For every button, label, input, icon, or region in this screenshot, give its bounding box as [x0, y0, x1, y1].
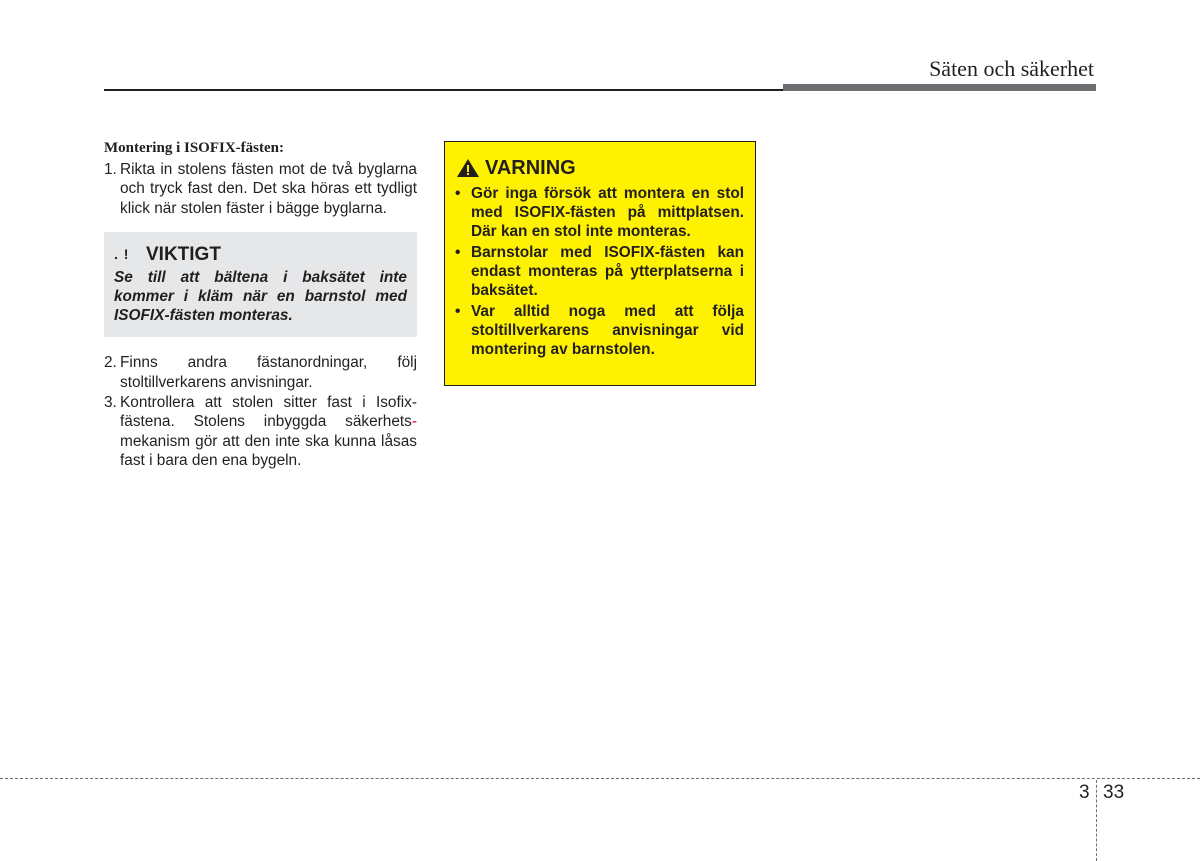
warning-item	[455, 184, 744, 241]
warning-item-text: Gör inga försök att montera en stol med ISOFIX-fästen på mittplatsen. Där kan en stol inte monteras.	[471, 185, 744, 240]
bullet: •	[455, 185, 461, 202]
step-text: Finns andra fästanordningar, följ stoltillverkarens anvisningar.	[120, 354, 417, 391]
important-text: Se till att bältena i baksätet inte kommer i kläm när en barnstol med ISOFIX-fästen monteras.	[114, 269, 407, 325]
step-text-part: mekanism gör att den inte ska kunna låsas fast i bara den ena bygeln.	[120, 432, 417, 470]
page-number: 33	[1103, 782, 1125, 803]
hyphenation-mark: -	[411, 413, 417, 431]
step-number: 3.	[104, 393, 117, 411]
warning-list	[455, 184, 744, 359]
step-3	[104, 393, 417, 471]
warning-item	[455, 243, 744, 300]
left-column	[104, 139, 417, 471]
warning-item-text: Var alltid noga med att följa stoltillverkarens anvisningar vid montering av barnstolen.	[471, 303, 744, 358]
step-text-part: Kontrollera att stolen sitter fast i Isofix-fästena. Stolens inbyggda säkerhets	[120, 393, 417, 431]
footer-page-divider	[1096, 780, 1097, 861]
step-1	[104, 160, 417, 219]
warning-item	[455, 302, 744, 359]
chapter-number: 3	[1079, 782, 1090, 803]
footer-divider	[0, 778, 1200, 779]
header-rule-accent	[783, 84, 1096, 91]
warning-box	[444, 141, 756, 386]
warning-triangle-icon	[455, 157, 485, 179]
important-notice	[104, 232, 417, 337]
important-header	[114, 240, 407, 268]
warning-item-text: Barnstolar med ISOFIX-fästen kan endast monteras på ytterplatserna i baksätet.	[471, 244, 744, 299]
bullet: •	[455, 303, 461, 320]
important-title: VIKTIGT	[146, 243, 221, 265]
bullet: •	[455, 244, 461, 261]
exclamation-icon: . !	[114, 245, 130, 262]
section-heading: Montering i ISOFIX-fästen:	[104, 140, 284, 156]
step-text: Rikta in stolens fästen mot de två byglarna och tryck fast den. Det ska höras ett tydligt klick när stolen fäster i bägge byglarna.	[120, 160, 417, 217]
header-rule	[104, 89, 784, 91]
step-number: 2.	[104, 354, 117, 372]
step-number: 1.	[104, 160, 117, 178]
warning-header	[455, 154, 744, 182]
warning-title: VARNING	[485, 156, 576, 179]
step-2	[104, 353, 417, 392]
page-header-title: Säten och säkerhet	[929, 56, 1094, 81]
step-text	[120, 393, 417, 471]
